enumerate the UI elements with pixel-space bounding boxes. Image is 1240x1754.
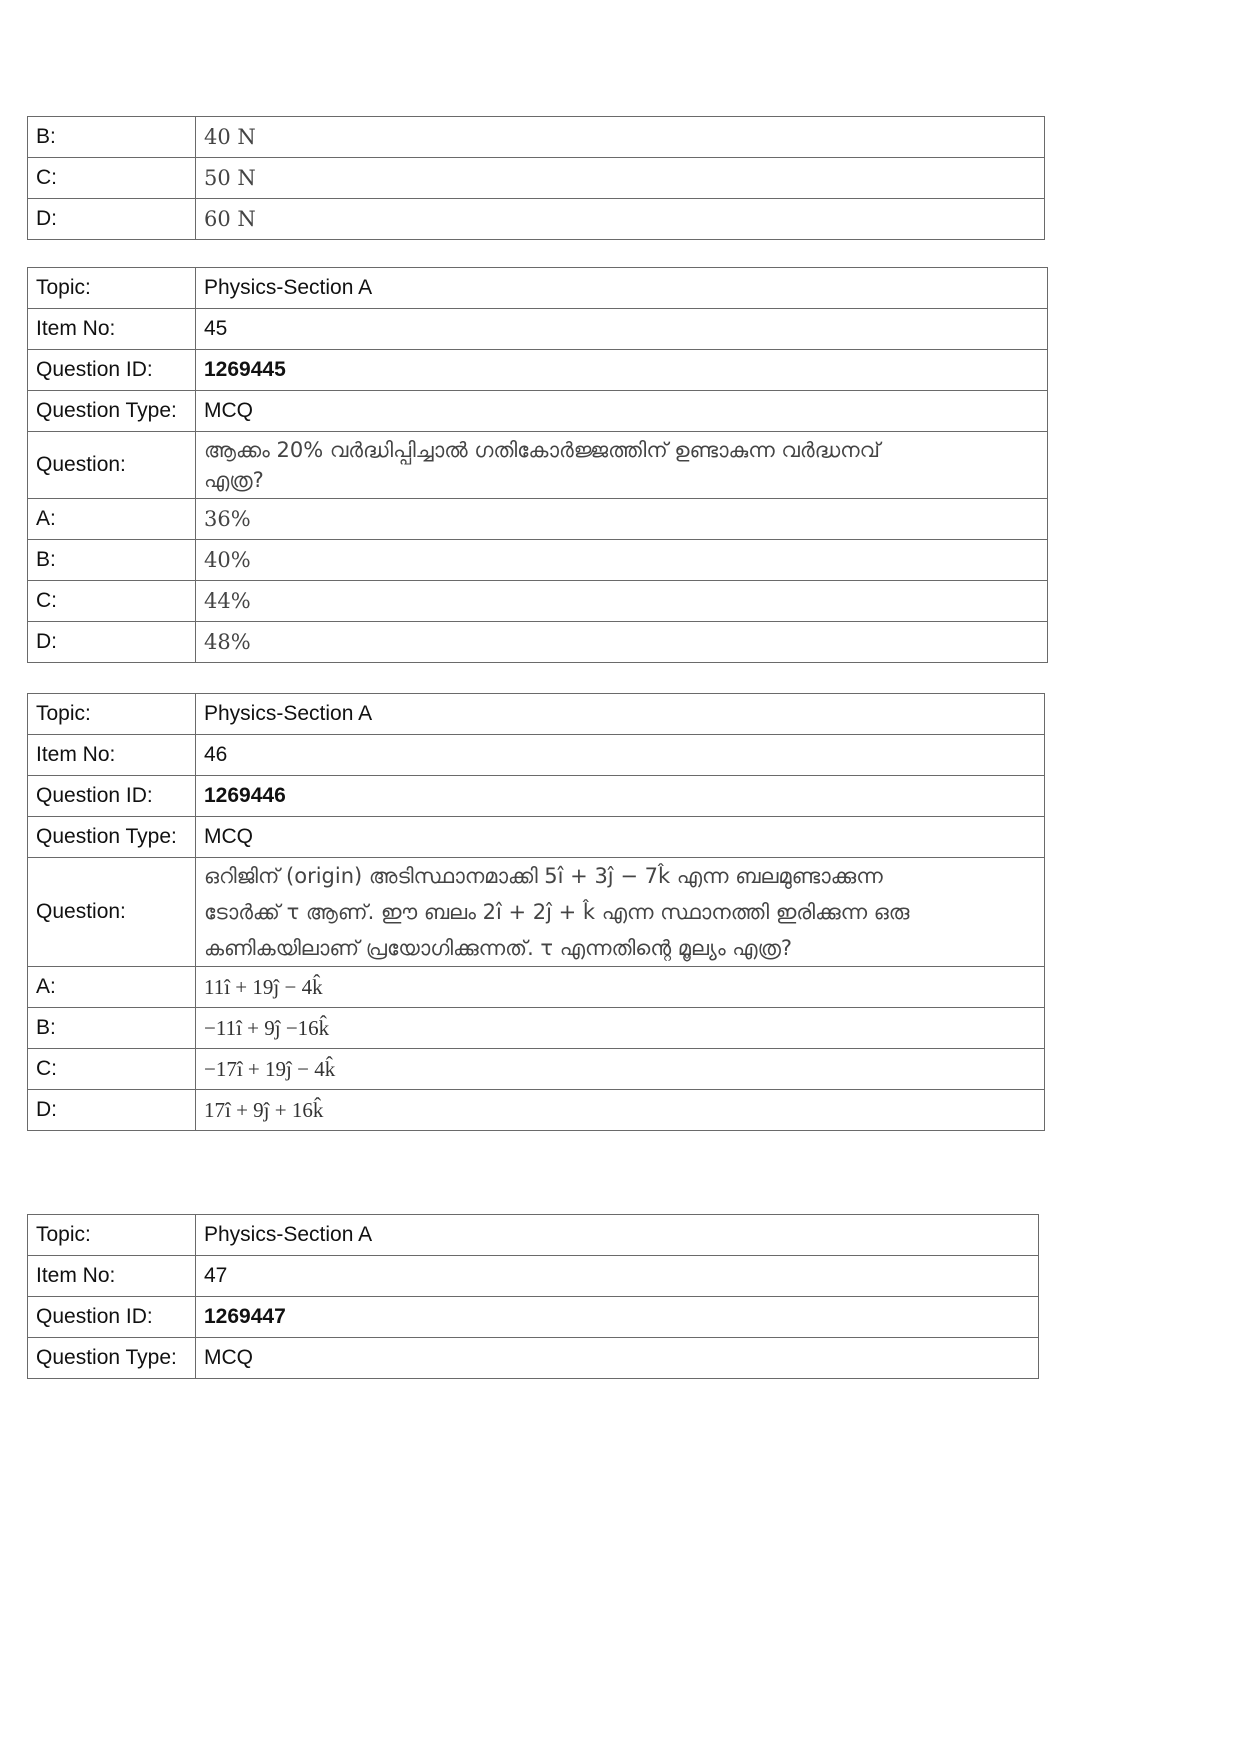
item-no-row <box>28 1256 1039 1297</box>
option-row-a <box>28 967 1045 1008</box>
item-no-row <box>28 309 1048 350</box>
question-type-row <box>28 391 1048 432</box>
question-line-3: കണികയിലാണ് പ്രയോഗിക്കുന്നത്. τ എന്നതിന്റെ മൂല്യം എത്ര? <box>204 936 793 960</box>
question-type-label: Question Type: <box>28 817 196 858</box>
option-value: 44% <box>196 581 1048 622</box>
option-row-b <box>28 117 1045 158</box>
question-label: Question: <box>28 432 196 499</box>
option-row-d <box>28 199 1045 240</box>
option-value: 60 N <box>196 199 1045 240</box>
question-id-row <box>28 350 1048 391</box>
question-type-value: MCQ <box>196 1338 1039 1379</box>
option-value: 17î + 9ĵ + 16k̂ <box>196 1090 1045 1131</box>
question-type-label: Question Type: <box>28 391 196 432</box>
question-type-value: MCQ <box>196 817 1045 858</box>
topic-row <box>28 1215 1039 1256</box>
topic-row <box>28 694 1045 735</box>
question-text <box>196 858 1045 967</box>
option-label: A: <box>28 967 196 1008</box>
option-row-d <box>28 622 1048 663</box>
item-no-value: 47 <box>196 1256 1039 1297</box>
option-value: 40% <box>196 540 1048 581</box>
question-type-row <box>28 1338 1039 1379</box>
question-line-1: ഒറിജിന് (origin) അടിസ്ഥാനമാക്കി 5î + 3ĵ − 7k̂ എന്ന ബലമുണ്ടാക്കുന്ന <box>204 864 883 888</box>
question-id-label: Question ID: <box>28 1297 196 1338</box>
item-no-value: 45 <box>196 309 1048 350</box>
option-label: B: <box>28 540 196 581</box>
option-label: B: <box>28 1008 196 1049</box>
option-label: D: <box>28 1090 196 1131</box>
item-no-value: 46 <box>196 735 1045 776</box>
option-label: D: <box>28 199 196 240</box>
question-line-1: ആക്കം 20% വർദ്ധിപ്പിച്ചാൽ ഗതികോർജ്ജത്തിന് ഉണ്ടാകുന്ന വർദ്ധനവ് <box>204 438 880 462</box>
partial-question-table <box>27 116 1045 240</box>
question-id-label: Question ID: <box>28 350 196 391</box>
option-row-b <box>28 1008 1045 1049</box>
option-value: 40 N <box>196 117 1045 158</box>
option-label: C: <box>28 158 196 199</box>
question-row <box>28 432 1048 499</box>
option-value: −17î + 19ĵ − 4k̂ <box>196 1049 1045 1090</box>
question-text <box>196 432 1048 499</box>
option-label: A: <box>28 499 196 540</box>
item-no-label: Item No: <box>28 309 196 350</box>
question-type-value: MCQ <box>196 391 1048 432</box>
option-value: 11î + 19ĵ − 4k̂ <box>196 967 1045 1008</box>
option-row-c <box>28 158 1045 199</box>
question-id-row <box>28 1297 1039 1338</box>
question-line-2: എത്ര? <box>204 468 264 492</box>
item-no-row <box>28 735 1045 776</box>
question-type-row <box>28 817 1045 858</box>
option-row-d <box>28 1090 1045 1131</box>
question-table-45 <box>27 267 1048 663</box>
question-table-47 <box>27 1214 1039 1379</box>
question-row <box>28 858 1045 967</box>
question-id-row <box>28 776 1045 817</box>
question-id-value: 1269446 <box>196 776 1045 817</box>
option-label: C: <box>28 581 196 622</box>
option-label: C: <box>28 1049 196 1090</box>
question-table-46 <box>27 693 1045 1131</box>
topic-value: Physics-Section A <box>196 268 1048 309</box>
option-label: D: <box>28 622 196 663</box>
topic-row <box>28 268 1048 309</box>
option-value: 48% <box>196 622 1048 663</box>
topic-value: Physics-Section A <box>196 694 1045 735</box>
option-row-c <box>28 581 1048 622</box>
topic-value: Physics-Section A <box>196 1215 1039 1256</box>
question-id-value: 1269447 <box>196 1297 1039 1338</box>
question-type-label: Question Type: <box>28 1338 196 1379</box>
question-id-value: 1269445 <box>196 350 1048 391</box>
option-value: −11î + 9ĵ −16k̂ <box>196 1008 1045 1049</box>
option-row-a <box>28 499 1048 540</box>
option-label: B: <box>28 117 196 158</box>
option-row-c <box>28 1049 1045 1090</box>
option-row-b <box>28 540 1048 581</box>
topic-label: Topic: <box>28 268 196 309</box>
topic-label: Topic: <box>28 1215 196 1256</box>
option-value: 50 N <box>196 158 1045 199</box>
question-label: Question: <box>28 858 196 967</box>
question-id-label: Question ID: <box>28 776 196 817</box>
item-no-label: Item No: <box>28 735 196 776</box>
option-value: 36% <box>196 499 1048 540</box>
item-no-label: Item No: <box>28 1256 196 1297</box>
question-line-2: ടോർക്ക് τ ആണ്. ഈ ബലം 2î + 2ĵ + k̂ എന്ന സ്ഥാനത്തി ഇരിക്കുന്ന ഒരു <box>204 900 910 924</box>
topic-label: Topic: <box>28 694 196 735</box>
